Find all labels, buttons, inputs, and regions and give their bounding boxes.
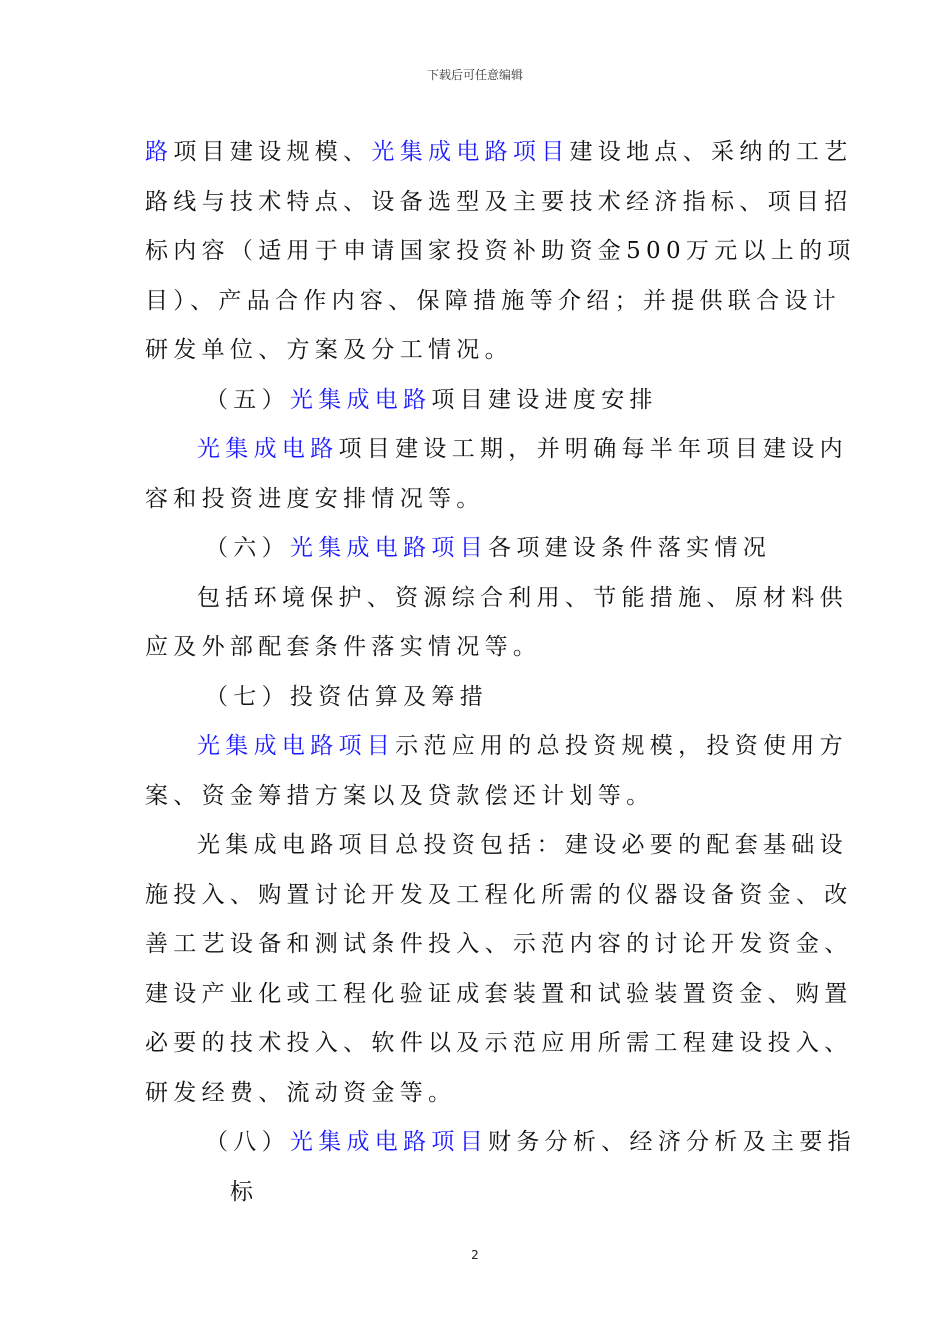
text-run: 光集成电路项目总投资包括：建设必要的配套基础设: [197, 832, 848, 858]
text-run: 研发经费、流动资金等。: [145, 1079, 457, 1106]
text-line: [145, 1168, 815, 1218]
highlighted-term: 光集成电路项目: [289, 535, 489, 561]
paragraph: [145, 128, 856, 376]
text-run: 标内容（适用于申请国家投资补助资金500万元以上的项: [145, 238, 856, 264]
highlighted-term: 光集成电路: [289, 386, 432, 413]
text-line: [145, 425, 848, 475]
text-run: 应及外部配套条件落实情况等。: [145, 634, 542, 660]
page-header: 下载后可任意编辑: [426, 68, 523, 82]
section-heading: [145, 524, 815, 574]
text-run: （六）: [205, 535, 290, 561]
text-run: 项目建设规模、: [173, 139, 372, 165]
text-run: 示范应用的总投资规模，投资使用方: [395, 733, 848, 759]
text-line: [145, 475, 815, 525]
text-line: [145, 1019, 853, 1069]
text-run: 研发单位、方案及分工情况。: [145, 337, 513, 363]
text-line: [145, 524, 815, 574]
page-number: 2: [471, 1248, 479, 1262]
document-body: [145, 128, 856, 1217]
text-line: [145, 1118, 856, 1168]
text-line: [145, 574, 848, 624]
text-run: 容和投资进度安排情况等。: [145, 485, 485, 512]
text-run: 施投入、购置讨论开发及工程化所需的仪器设备资金、改: [145, 881, 853, 908]
text-run: 各项建设条件落实情况: [488, 535, 772, 561]
paragraph: [145, 425, 848, 524]
text-line: [145, 623, 815, 673]
section-heading: [145, 673, 815, 723]
text-line: [145, 722, 848, 772]
text-run: 善工艺设备和测试条件投入、示范内容的讨论开发资金、: [145, 931, 853, 957]
text-line: [145, 970, 853, 1020]
text-run: 财务分析、经济分析及主要指: [488, 1129, 856, 1155]
text-line: [145, 1069, 815, 1119]
text-line: [145, 871, 853, 921]
text-run: 建设产业化或工程化验证成套装置和试验装置资金、购置: [145, 980, 853, 1007]
text-run: 标: [230, 1178, 259, 1205]
text-line: [145, 821, 848, 871]
text-line: [145, 277, 841, 327]
paragraph: [145, 722, 848, 821]
text-line: [145, 920, 853, 970]
text-run: 项目建设工期，并明确每半年项目建设内: [338, 436, 848, 462]
text-line: [145, 128, 853, 178]
text-line: [145, 227, 856, 277]
text-line: [145, 772, 815, 822]
text-run: 目）、产品合作内容、保障措施等介绍；并提供联合设计: [145, 287, 841, 314]
text-run: 项目建设进度安排: [431, 386, 658, 413]
text-run: 包括环境保护、资源综合利用、节能措施、原材料供: [197, 584, 848, 611]
text-line: [145, 376, 815, 426]
highlighted-term: 光集成电路项目: [289, 1129, 489, 1155]
text-run: 路线与技术特点、设备选型及主要技术经济指标、项目招: [145, 188, 853, 215]
paragraph: [145, 574, 848, 673]
text-run: （五）: [205, 386, 290, 413]
highlighted-term: 光集成电路: [197, 436, 339, 462]
section-heading: [145, 376, 815, 426]
text-line: [145, 326, 815, 376]
text-run: 建设地点、采纳的工艺: [569, 139, 853, 165]
highlighted-term: 光集成电路项目: [197, 733, 396, 759]
text-line: [145, 673, 815, 723]
highlighted-term: 光集成电路项目: [371, 139, 570, 165]
paragraph: [145, 821, 853, 1118]
section-heading: [145, 1118, 856, 1217]
text-run: （八）: [205, 1129, 290, 1155]
text-line: [145, 178, 853, 228]
text-run: 案、资金筹措方案以及贷款偿还计划等。: [145, 782, 655, 809]
text-run: （七）投资估算及筹措: [205, 683, 488, 710]
text-run: 必要的技术投入、软件以及示范应用所需工程建设投入、: [145, 1030, 853, 1056]
highlighted-term: 路: [145, 139, 174, 165]
